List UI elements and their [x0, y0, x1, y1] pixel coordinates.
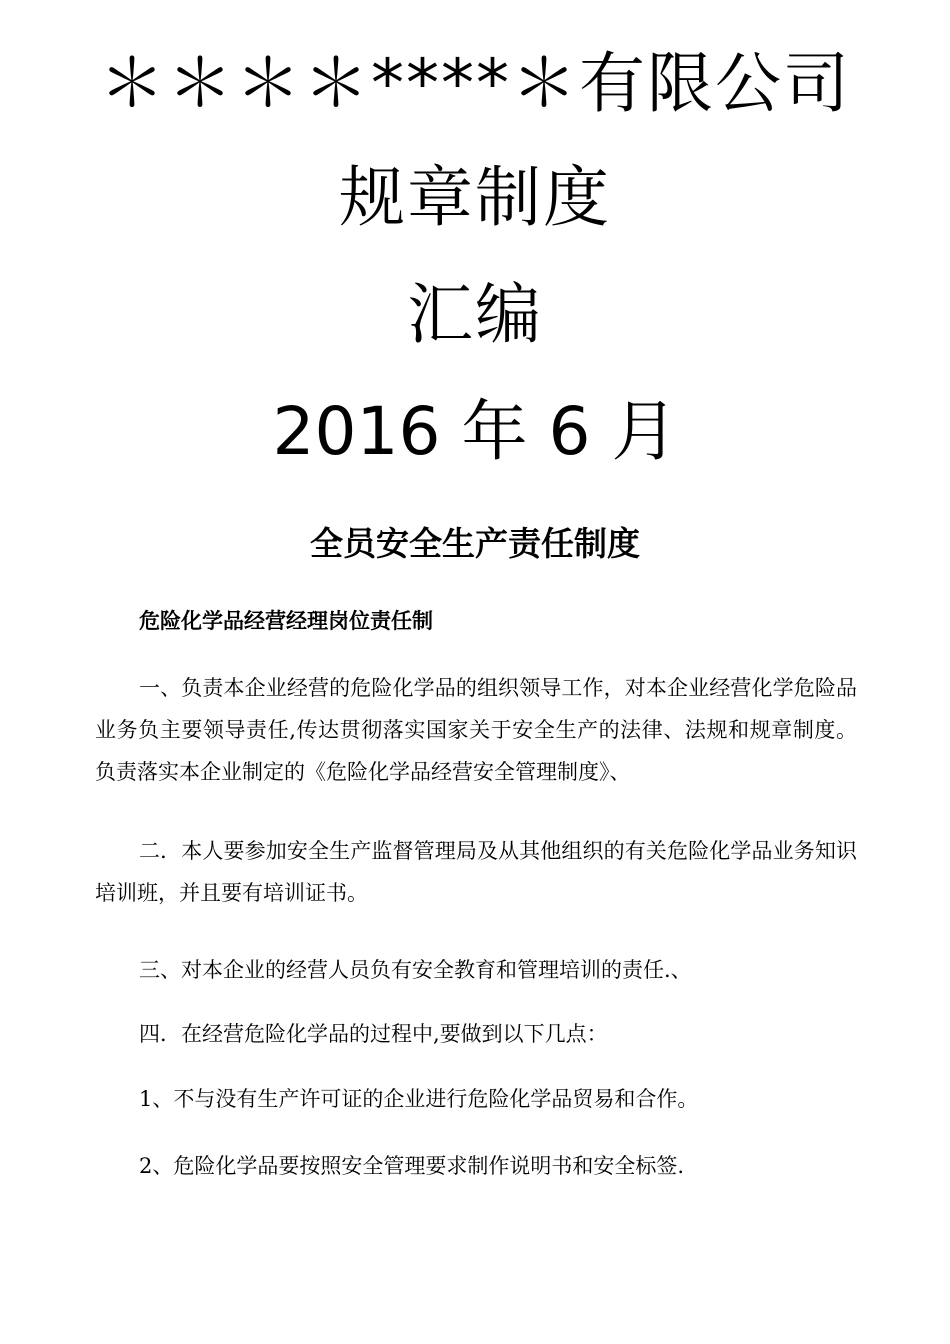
paragraph-item-1: 一、负责本企业经营的危险化学品的组织领导工作，对本企业经营化学危险品业务负主要领导责任,传达贯彻落实国家关于安全生产的法律、法规和规章制度。负责落实本企业制定的《危险化学品经营安全管理制度》、 — [95, 676, 857, 784]
paragraph-item-4: 四．在经营危险化学品的过程中,要做到以下几点： — [139, 1022, 608, 1046]
company-title: ＊＊＊＊****＊有限公司 — [99, 45, 851, 122]
paragraph-item-5: 1、不与没有生产许可证的企业进行危险化学品贸易和合作。 — [139, 1087, 699, 1111]
section-title: 全员安全生产责任制度 — [310, 524, 640, 563]
section-subtitle: 危险化学品经营经理岗位责任制 — [139, 609, 433, 633]
document-title: 规章制度 — [339, 159, 611, 236]
document-date: 2016 年 6 月 — [272, 393, 678, 470]
paragraph-item-3: 三、对本企业的经营人员负有安全教育和管理培训的责任.、 — [139, 958, 692, 982]
document-subtitle: 汇编 — [407, 276, 543, 353]
paragraph-item-2: 二．本人要参加安全生产监督管理局及从其他组织的有关危险化学品业务知识培训班，并且要有培训证书。 — [95, 839, 857, 905]
paragraph-item-6: 2、危险化学品要按照安全管理要求制作说明书和安全标签. — [139, 1154, 685, 1178]
